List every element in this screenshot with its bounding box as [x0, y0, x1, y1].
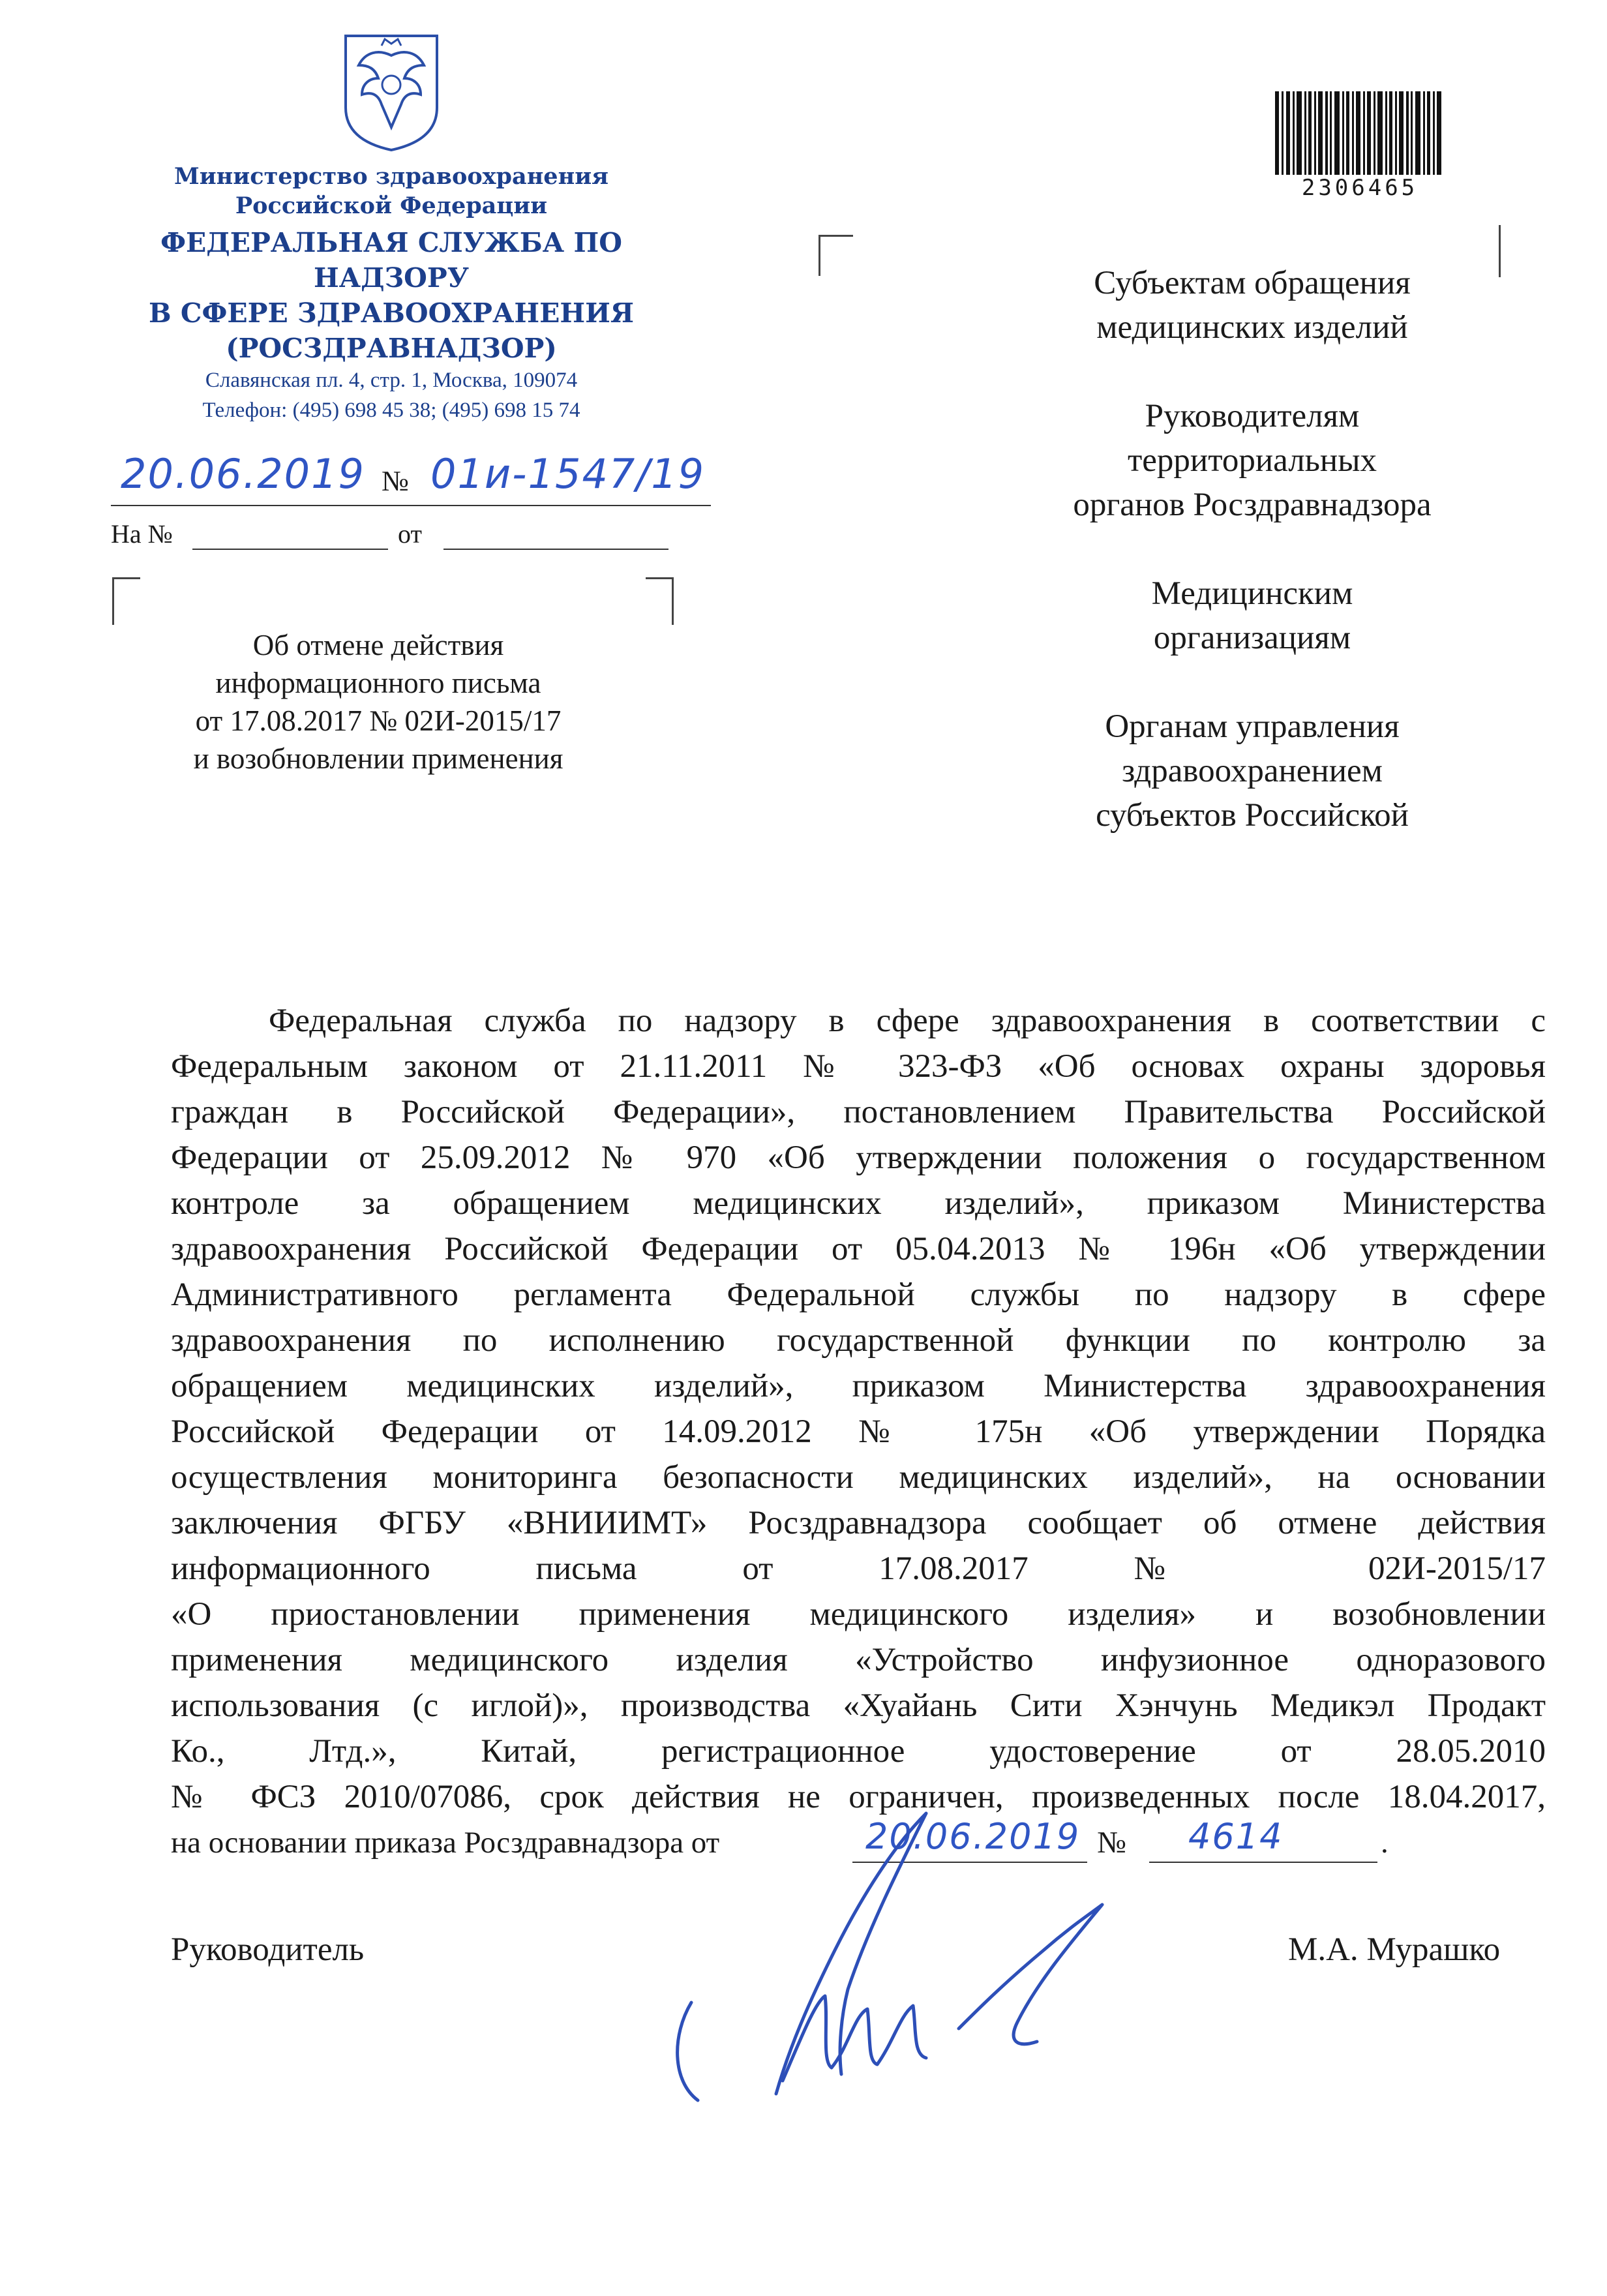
registration-number: 01и-1547/19	[430, 450, 706, 498]
body-line: контроле за обращением медицинских изделий», приказом Министерства	[171, 1185, 1546, 1222]
recipients	[1004, 261, 1500, 838]
ministry-name: Министерство здравоохранения Российской Федерации	[173, 163, 609, 219]
body-line: № ФСЗ 2010/07086, срок действия не ограничен, произведенных после 18.04.2017,	[171, 1779, 1546, 1815]
body-line: Федерации от 25.09.2012 № 970 «Об утверждении положения о государственном	[171, 1140, 1546, 1176]
corner-mark	[646, 577, 674, 625]
order-number-line	[1149, 1862, 1377, 1863]
body-line: использования (с иглой)», производства «Хуайань Сити Хэнчунь Медикэл Продакт	[171, 1687, 1546, 1724]
letter-body	[171, 998, 1546, 1820]
ref-date-line	[443, 549, 668, 550]
recipient-group: Субъектам обращения медицинских изделий	[1094, 265, 1411, 346]
registration-number-sign: №	[382, 465, 409, 497]
address: Славянская пл. 4, стр. 1, Москва, 109074 Телефон: (495) 698 45 38; (495) 698 15 74	[202, 369, 580, 422]
reference-line: На № от	[111, 519, 685, 558]
recipient-group: Руководителям территориальных органов Росздравнадзора	[1073, 398, 1432, 523]
registration-underline	[111, 505, 711, 506]
order-date: 20.06.2019	[865, 1816, 1081, 1857]
recipient-group: Медицинским организациям	[1151, 575, 1353, 656]
body-line: граждан в Российской Федерации», постановлением Правительства Российской	[171, 1094, 1546, 1130]
subject: Об отмене действия информационного письма от 17.08.2017 № 02И-2015/17 и возобновлении применения	[193, 629, 563, 775]
body-line: «О приостановлении применения медицинского изделия» и возобновлении	[171, 1596, 1546, 1633]
body-line: обращением медицинских изделий», приказом Министерства здравоохранения	[171, 1368, 1546, 1404]
service-name: ФЕДЕРАЛЬНАЯ СЛУЖБА ПО НАДЗОРУ В СФЕРЕ ЗДРАВООХРАНЕНИЯ (РОСЗДРАВНАДЗОР)	[148, 227, 635, 364]
body-line: заключения ФГБУ «ВНИИИМТ» Росздравнадзора сообщает об отмене действия	[171, 1505, 1546, 1541]
handwritten-signature	[652, 1787, 1109, 2126]
ref-number-line	[192, 549, 388, 550]
body-line: осуществления мониторинга безопасности медицинских изделий», на основании	[171, 1459, 1546, 1496]
corner-mark	[819, 235, 853, 276]
body-line: применения медицинского изделия «Устройство инфузионное одноразового	[171, 1642, 1546, 1678]
signatory-name: М.А. Мурашко	[1288, 1931, 1501, 1968]
signatory-position: Руководитель	[171, 1931, 365, 1968]
barcode-number: 2306465	[1301, 175, 1419, 201]
barcode	[1275, 91, 1445, 183]
body-line: здравоохранения Российской Федерации от 05.04.2013 № 196н «Об утверждении	[171, 1231, 1546, 1267]
body-line: Федеральная служба по надзору в сфере здравоохранения в соответствии с	[269, 1003, 1546, 1039]
order-number: 4614	[1188, 1816, 1284, 1857]
state-emblem	[339, 29, 443, 153]
recipient-group: Органам управления здравоохранением субъектов Российской	[1096, 708, 1409, 834]
body-line: Ко., Лтд.», Китай, регистрационное удостоверение от 28.05.2010	[171, 1733, 1546, 1770]
registration-line	[111, 450, 796, 528]
corner-mark	[112, 577, 140, 625]
body-line: Российской Федерации от 14.09.2012 № 175н «Об утверждении Порядка	[171, 1413, 1546, 1450]
body-line: здравоохранения по исполнению государственной функции по контролю за	[171, 1322, 1546, 1359]
body-line: Административного регламента Федеральной службы по надзору в сфере	[171, 1276, 1546, 1313]
body-line: Федеральным законом от 21.11.2011 № 323-ФЗ «Об основах охраны здоровья	[171, 1048, 1546, 1085]
order-reference-line: на основании приказа Росздравнадзора от 20.06.2019 № 4614 .	[171, 1820, 1410, 1872]
registration-date: 20.06.2019	[121, 450, 365, 498]
body-line: информационного письма от 17.08.2017 № 02И-2015/17	[171, 1550, 1546, 1587]
